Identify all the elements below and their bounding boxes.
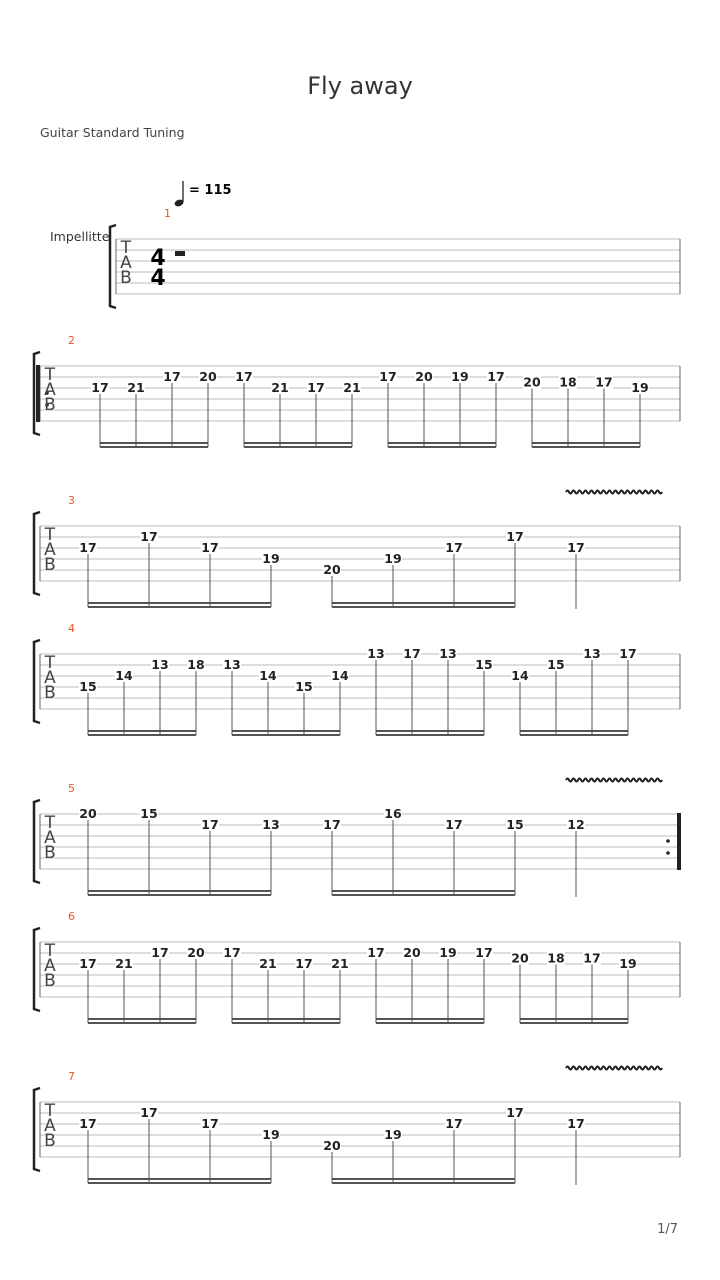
fret-number: 17 [151, 945, 169, 960]
fret-number: 17 [445, 540, 463, 555]
fret-number: 17 [619, 646, 637, 661]
tab-clef-letter-b: B [120, 268, 132, 288]
fret-number: 20 [403, 945, 421, 960]
time-signature-bottom: 4 [150, 266, 166, 291]
fret-number: 17 [567, 540, 585, 555]
tab-clef-letter-a: A [44, 1116, 56, 1136]
tab-clef-letter-b: B [44, 971, 56, 991]
system-bracket [110, 225, 116, 308]
fret-number: 13 [223, 657, 241, 672]
fret-number: 17 [295, 956, 313, 971]
fret-number: 13 [151, 657, 169, 672]
fret-number: 17 [235, 369, 253, 384]
system-bracket [34, 512, 40, 595]
fret-number: 15 [547, 657, 565, 672]
fret-number: 21 [271, 380, 289, 395]
fret-number: 19 [262, 551, 280, 566]
fret-number: 19 [384, 551, 402, 566]
fret-number: 14 [511, 668, 529, 683]
measure-number: 2 [68, 334, 75, 347]
system-bracket [34, 928, 40, 1011]
fret-number: 17 [506, 529, 524, 544]
measure-number: 7 [68, 1070, 75, 1083]
repeat-end-thick-bar [677, 813, 681, 870]
fret-number: 17 [201, 817, 219, 832]
fret-number: 15 [475, 657, 493, 672]
tab-clef-letter-t: T [44, 525, 56, 545]
fret-number: 13 [367, 646, 385, 661]
tab-clef-letter-t: T [120, 238, 132, 258]
time-signature-top: 4 [150, 246, 166, 271]
song-title: Fly away [307, 72, 413, 100]
fret-number: 17 [487, 369, 505, 384]
fret-number: 20 [323, 562, 341, 577]
measure-number: 1 [164, 207, 171, 220]
fret-number: 13 [439, 646, 457, 661]
fret-number: 15 [295, 679, 313, 694]
repeat-dot [666, 839, 670, 843]
tab-clef-letter-b: B [44, 683, 56, 703]
tab-clef-letter-t: T [44, 941, 56, 961]
fret-number: 20 [79, 806, 97, 821]
fret-number: 17 [445, 1116, 463, 1131]
tab-clef-letter-a: A [44, 828, 56, 848]
fret-number: 19 [619, 956, 637, 971]
tab-clef-letter-b: B [44, 843, 56, 863]
vibrato-wavy-line [566, 779, 662, 782]
fret-number: 17 [595, 374, 613, 390]
measure-number: 3 [68, 494, 75, 507]
measure-number: 6 [68, 910, 75, 923]
tab-clef-letter-b: B [44, 555, 56, 575]
repeat-dot [666, 851, 670, 855]
fret-number: 21 [127, 380, 145, 395]
system-bracket [34, 800, 40, 883]
staff-system-5 [34, 779, 681, 898]
system-bracket [34, 640, 40, 723]
fret-number: 16 [384, 806, 402, 821]
fret-number: 17 [140, 529, 158, 544]
fret-number: 17 [475, 945, 493, 960]
fret-number: 15 [140, 806, 158, 821]
fret-number: 19 [384, 1127, 402, 1142]
fret-number: 17 [79, 956, 97, 971]
fret-number: 13 [262, 817, 280, 832]
measure-number: 4 [68, 622, 75, 635]
tab-clef-letter-t: T [44, 365, 56, 385]
fret-number: 17 [323, 817, 341, 832]
fret-number: 17 [201, 1116, 219, 1131]
fret-number: 21 [259, 956, 277, 971]
fret-number: 20 [323, 1138, 341, 1153]
tab-clef-letter-a: A [120, 253, 132, 273]
fret-number: 20 [199, 369, 217, 384]
tab-clef-letter-a: A [44, 956, 56, 976]
fret-number: 17 [201, 540, 219, 555]
fret-number: 17 [223, 945, 241, 960]
half-rest-icon [175, 251, 185, 256]
fret-number: 17 [140, 1105, 158, 1120]
vibrato-wavy-line [566, 491, 662, 494]
tempo-marking: = 115 [189, 183, 232, 198]
fret-number: 18 [187, 657, 205, 672]
tab-clef-letter-t: T [44, 813, 56, 833]
fret-number: 19 [631, 380, 649, 395]
fret-number: 19 [439, 945, 457, 960]
tab-clef-letter-t: T [44, 1101, 56, 1121]
fret-number: 18 [547, 950, 565, 966]
fret-number: 18 [559, 374, 577, 390]
fret-number: 12 [567, 817, 585, 832]
fret-number: 17 [567, 1116, 585, 1131]
fret-number: 19 [451, 369, 469, 384]
fret-number: 20 [415, 369, 433, 384]
fret-number: 17 [445, 817, 463, 832]
track-name: Impellitte [50, 229, 110, 244]
fret-number: 21 [331, 956, 349, 971]
fret-number: 17 [79, 540, 97, 555]
fret-number: 20 [523, 374, 541, 390]
fret-number: 17 [307, 380, 325, 395]
fret-number: 21 [343, 380, 361, 395]
fret-number: 17 [163, 369, 181, 384]
tab-clef-letter-a: A [44, 540, 56, 560]
fret-number: 17 [367, 945, 385, 960]
fret-number: 17 [379, 369, 397, 384]
fret-number: 14 [259, 668, 277, 683]
fret-number: 17 [583, 950, 601, 966]
vibrato-wavy-line [566, 1067, 662, 1070]
tuning-label: Guitar Standard Tuning [40, 125, 185, 140]
tab-clef-letter-t: T [44, 653, 56, 673]
fret-number: 15 [79, 679, 97, 694]
page-indicator: 1/7 [657, 1222, 678, 1237]
fret-number: 14 [331, 668, 349, 683]
staff-system-2 [34, 352, 680, 447]
tab-clef-letter-a: A [44, 380, 56, 400]
fret-number: 17 [403, 646, 421, 661]
staff-system-6 [34, 928, 680, 1023]
system-bracket [34, 1088, 40, 1171]
fret-number: 17 [506, 1105, 524, 1120]
fret-number: 21 [115, 956, 133, 971]
fret-number: 15 [506, 817, 524, 832]
fret-number: 19 [262, 1127, 280, 1142]
staff-system-1 [110, 181, 680, 308]
tab-clef-letter-a: A [44, 668, 56, 688]
measure-number: 5 [68, 782, 75, 795]
fret-number: 17 [79, 1116, 97, 1131]
fret-number: 17 [91, 380, 109, 395]
fret-number: 20 [511, 950, 529, 966]
fret-number: 14 [115, 668, 133, 683]
tab-clef-letter-b: B [44, 395, 56, 415]
tab-clef-letter-b: B [44, 1131, 56, 1151]
fret-number: 13 [583, 646, 601, 661]
fret-number: 20 [187, 945, 205, 960]
repeat-start-thick-bar [36, 365, 40, 422]
